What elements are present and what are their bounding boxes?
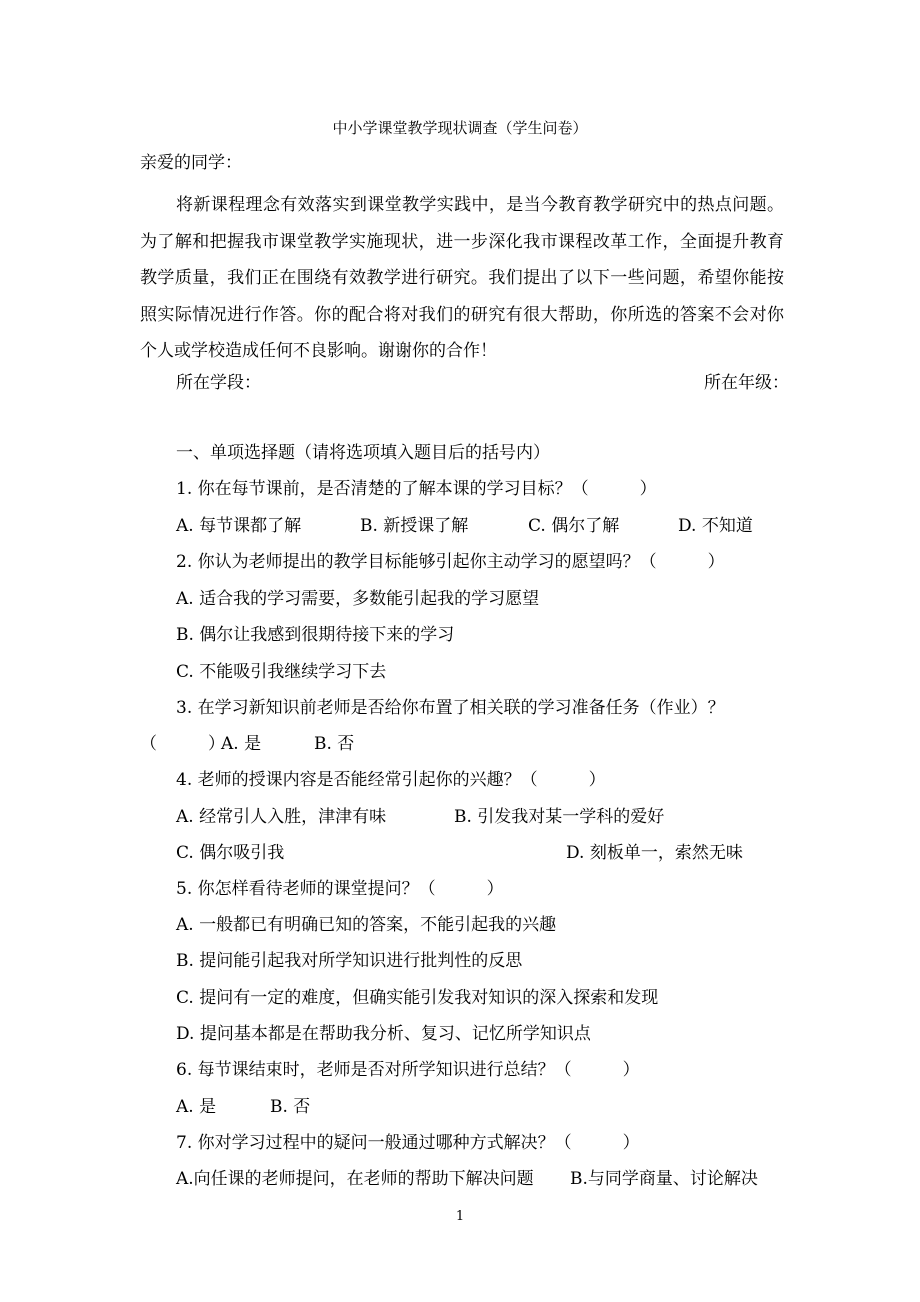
- q4-option-a: A. 经常引人入胜，津津有味: [176, 807, 387, 827]
- q2-option-c: C. 不能吸引我继续学习下去: [176, 662, 387, 682]
- q6-option-b: B. 否: [270, 1097, 311, 1117]
- q7-option-b: B.与同学商量、讨论解决: [570, 1169, 758, 1189]
- question-1: 1. 你在每节课前，是否清楚的了解本课的学习目标？（ ）: [176, 479, 657, 499]
- q4-option-d: D. 刻板单一，索然无味: [566, 843, 743, 863]
- field-stage-label: 所在学段：: [176, 373, 261, 393]
- q4-option-c: C. 偶尔吸引我: [176, 843, 285, 863]
- question-3: 3. 在学习新知识前老师是否给你布置了相关联的学习准备任务（作业）？: [176, 698, 725, 718]
- question-2: 2. 你认为老师提出的教学目标能够引起你主动学习的愿望吗？（ ）: [176, 552, 725, 572]
- question-5: 5. 你怎样看待老师的课堂提问？（ ）: [176, 879, 504, 899]
- question-7: 7. 你对学习过程中的疑问一般通过哪种方式解决？（ ）: [176, 1133, 640, 1153]
- section-title: 一、单项选择题（请将选项填入题目后的括号内）: [176, 443, 550, 463]
- q5-option-c: C. 提问有一定的难度，但确实能引发我对知识的深入探索和发现: [176, 988, 659, 1008]
- q3-option-a: A. 是: [221, 734, 262, 754]
- field-grade-label: 所在年级：: [704, 373, 789, 393]
- q7-option-a: A.向任课的老师提问，在老师的帮助下解决问题: [176, 1169, 534, 1189]
- q2-option-b: B. 偶尔让我感到很期待接下来的学习: [176, 625, 455, 645]
- intro-paragraph: 将新课程理念有效落实到课堂教学实践中，是当今教育教学研究中的热点问题。为了解和把握我市课堂教学实施现状，进一步深化我市课程改革工作，全面提升教育教学质量，我们正在围绕有效教学进行研究。我们提出了以下一些问题，希望你能按照实际情况进行作答。你的配合将对我们的研究有很大帮助，你所选的答案不会对你个人或学校造成任何不良影响。谢谢你的合作！: [140, 195, 784, 361]
- q5-option-a: A. 一般都已有明确已知的答案，不能引起我的兴趣: [176, 915, 557, 935]
- q3-option-b: B. 否: [314, 734, 355, 754]
- q1-option-d: D. 不知道: [678, 516, 753, 536]
- q3-answer-blank: （ ）: [140, 734, 225, 754]
- page-number: 1: [455, 1209, 465, 1224]
- greeting: 亲爱的同学：: [140, 153, 242, 173]
- question-6: 6. 每节课结束时，老师是否对所学知识进行总结？（ ）: [176, 1060, 640, 1080]
- q5-option-d: D. 提问基本都是在帮助我分析、复习、记忆所学知识点: [176, 1024, 591, 1044]
- document-title: 中小学课堂教学现状调查（学生问卷）: [332, 119, 588, 137]
- q5-option-b: B. 提问能引起我对所学知识进行批判性的反思: [176, 951, 523, 971]
- q1-option-a: A. 每节课都了解: [176, 516, 302, 536]
- q4-option-b: B. 引发我对某一学科的爱好: [454, 807, 665, 827]
- q6-option-a: A. 是: [176, 1097, 217, 1117]
- q2-option-a: A. 适合我的学习需要，多数能引起我的学习愿望: [176, 589, 540, 609]
- question-4: 4. 老师的授课内容是否能经常引起你的兴趣？（ ）: [176, 770, 606, 790]
- q1-option-c: C. 偶尔了解: [528, 516, 620, 536]
- q1-option-b: B. 新授课了解: [360, 516, 469, 536]
